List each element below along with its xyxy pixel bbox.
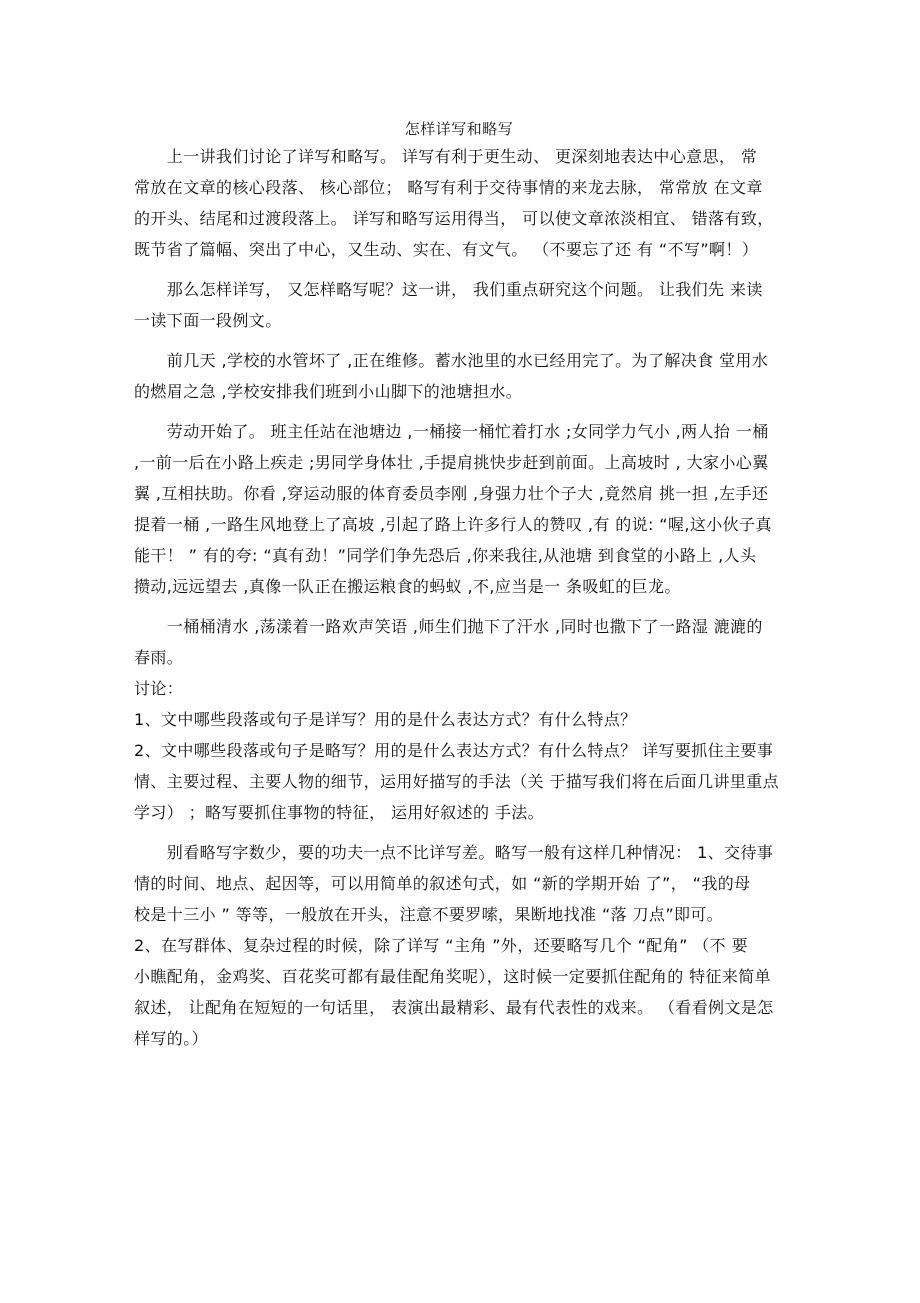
text-line: 一桶桶清水 ,荡漾着一路欢声笑语 ,师生们抛下了汗水 ,同时也撒下了一路湿 漉漉的 <box>134 617 763 636</box>
text-line: 讨论： <box>134 679 184 698</box>
text-line: 1、文中哪些段落或句子是详写？用的是什么表达方式？有什么特点？ <box>134 710 637 729</box>
text-line: 既节省了篇幅、突出了中心，又生动、实在、有文气。 （不要忘了还 有 “不写”啊！） <box>134 240 759 259</box>
text-line: 情、主要过程、主要人物的细节，运用好描写的手法（关 于描写我们将在后面几讲里重点 <box>134 772 780 791</box>
text-line: 上一讲我们讨论了详写和略写。 详写有利于更生动、 更深刻地表达中心意思， 常 <box>134 147 758 166</box>
text-line: 翼 ,互相扶助。你看 ,穿运动服的体育委员李刚 ,身强力壮个子大 ,竟然肩 挑一担 ,左手还 <box>134 484 769 503</box>
text-line: 2、文中哪些段落或句子是略写？用的是什么表达方式？有什么特点？ 详写要抓住主要事 <box>134 741 774 760</box>
text-line: 常放在文章的核心段落、 核心部位； 略写有利于交待事情的来龙去脉， 常常放 在文章 <box>134 178 763 197</box>
paragraph-gap <box>134 607 784 616</box>
text-line: 小瞧配角，金鸡奖、百花奖可都有最佳配角奖呢），这时候一定要抓住配角的 特征来简单 <box>134 967 772 986</box>
text-line: 提着一桶 ,一路生风地登上了高坡 ,引起了路上许多行人的赞叹 ,有 的说: “喔,这小伙子真 <box>134 515 772 534</box>
document-title: 怎样详写和略写 <box>404 120 514 138</box>
text-line: 一读下面一段例文。 <box>134 311 282 330</box>
paragraph-gap <box>134 270 784 279</box>
text-line: 别看略写字数少，要的功夫一点不比详写差。略写一般有这样几种情况： 1、交待事 <box>134 843 774 862</box>
paragraph-gap <box>134 341 784 350</box>
document-body <box>134 146 784 1059</box>
text-line: 2、在写群体、复杂过程的时候，除了详写 “主角 ”外，还要略写几个 “配角” （不 要 <box>134 936 748 955</box>
text-line: 能干！ ” 有的夸: “真有劲！”同学们争先恐后 ,你来我往,从池塘 到食堂的小路上 ,人头 <box>134 546 757 565</box>
text-line: 样写的。） <box>134 1029 209 1048</box>
text-line: 叙述， 让配角在短短的一句话里， 表演出最精彩、最有代表性的戏来。 （看看例文是怎 <box>134 998 774 1017</box>
text-line: 劳动开始了。 班主任站在池塘边 ,一桶接一桶忙着打水 ;女同学力气小 ,两人抬 一桶 <box>134 422 769 441</box>
text-line: 学习） ；略写要抓住事物的特征， 运用好叙述的 手法。 <box>134 803 545 822</box>
text-line: 的开头、结尾和过渡段落上。 详写和略写运用得当， 可以使文章浓淡相宜、 错落有致， <box>134 209 774 228</box>
text-line: 情的时间、地点、起因等，可以用简单的叙述句式，如 “新的学期开始 了”， “我的母 <box>134 874 751 893</box>
text-line: 前几天 ,学校的水管坏了 ,正在维修。蓄水池里的水已经用完了。为了解决食 堂用水 <box>134 351 769 370</box>
text-line: 春雨。 <box>134 648 184 667</box>
paragraph-gap <box>134 412 784 421</box>
text-line: ,一前一后在小路上疾走 ;男同学身体壮 ,手提肩挑快步赶到前面。上高坡时 , 大家小心翼 <box>134 453 769 472</box>
text-line: 攒动,远远望去 ,真像一队正在搬运粮食的蚂蚁 ,不,应当是一 条吸虹的巨龙。 <box>134 577 681 596</box>
paragraph-gap <box>134 833 784 842</box>
text-line: 那么怎样详写， 又怎样略写呢？这一讲， 我们重点研究这个问题。 让我们先 来读 <box>134 280 763 299</box>
text-line: 的燃眉之急 ,学校安排我们班到小山脚下的池塘担水。 <box>134 382 523 401</box>
document-page <box>134 118 784 1059</box>
text-line: 校是十三小 ” 等等，一般放在开头，注意不要罗嗦，果断地找准 “落 刀点”即可。 <box>134 905 724 924</box>
